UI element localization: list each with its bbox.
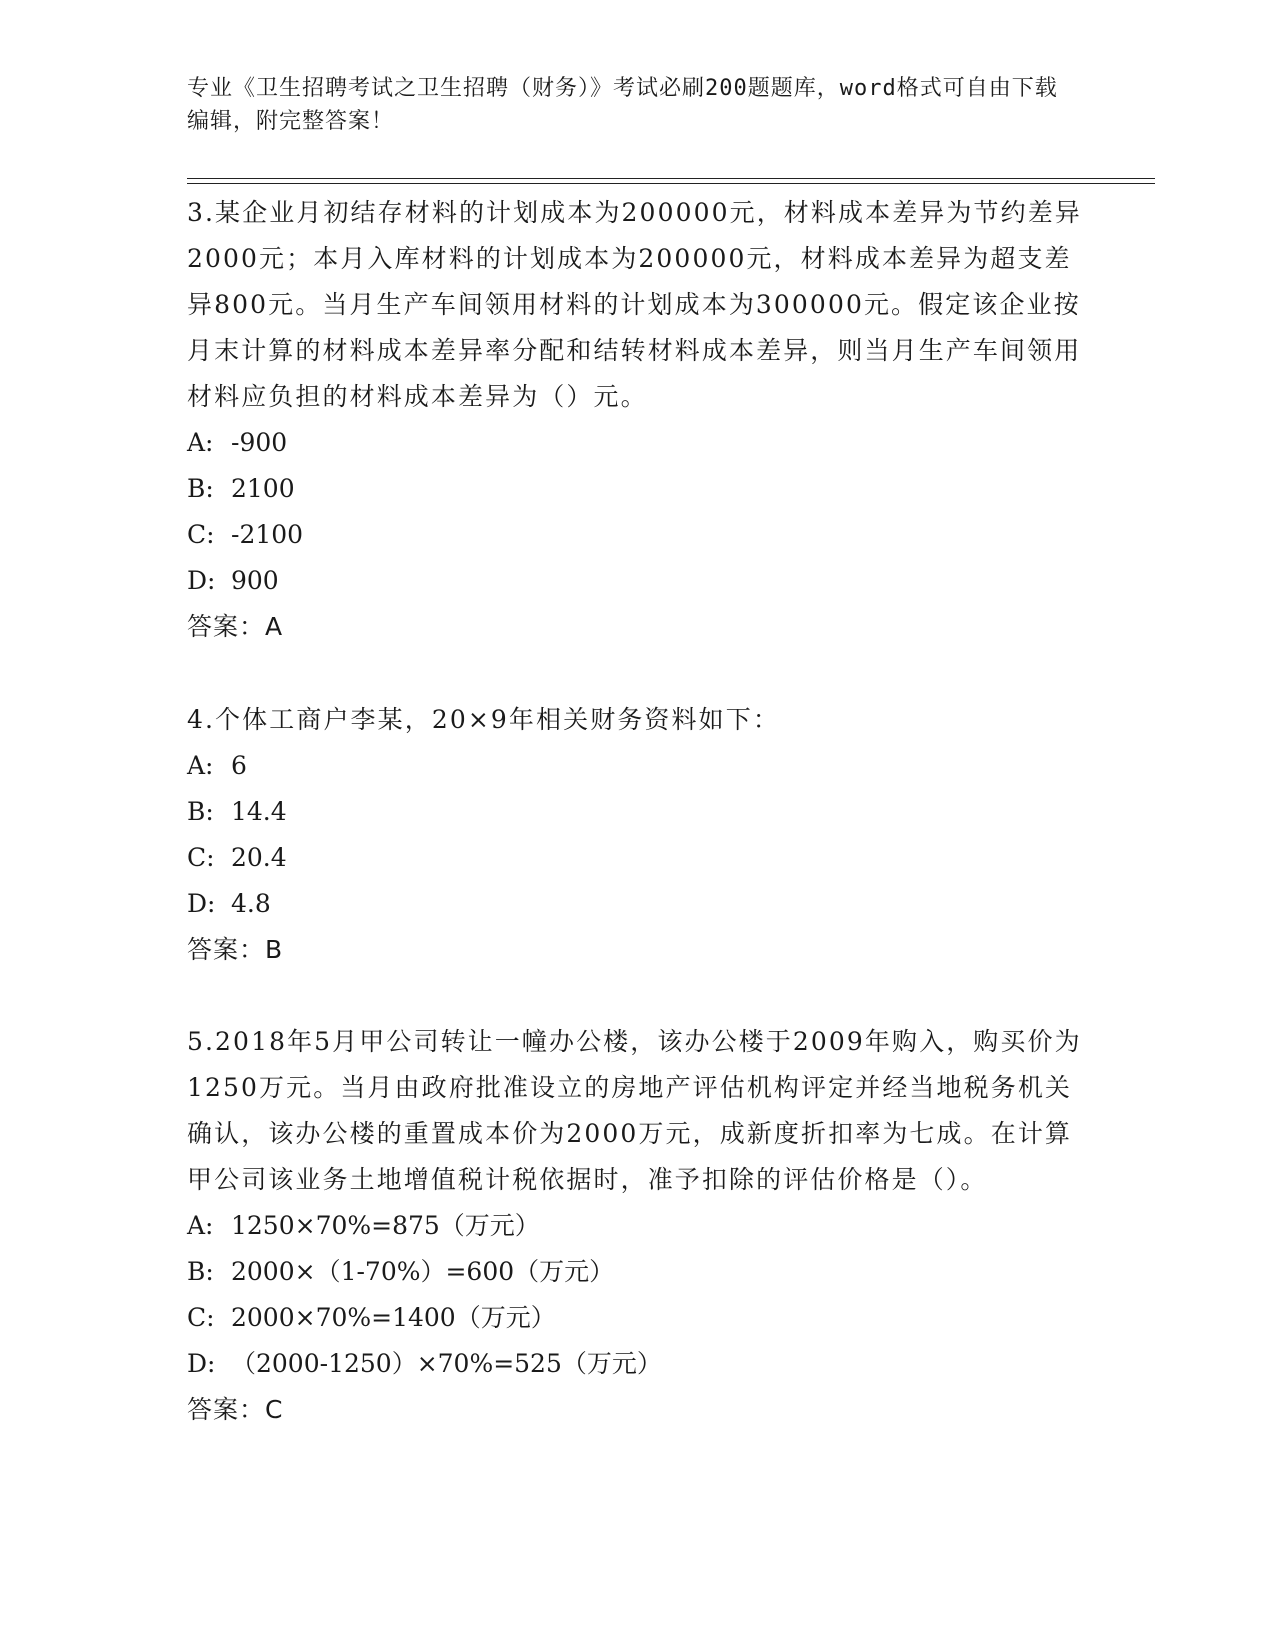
option-d — [187, 1341, 1087, 1387]
option-letter: B: — [187, 797, 214, 826]
question-stem: 5.2018年5月甲公司转让一幢办公楼，该办公楼于2009年购入，购买价为1250万元。当月由政府批准设立的房地产评估机构评定并经当地税务机关确认，该办公楼的重置成本价为2000万元，成新度折扣率为七成。在计算甲公司该业务土地增值税计税依据时，准予扣除的评估价格是（）。 — [187, 1027, 1082, 1194]
option-text: 20.4 — [231, 843, 287, 872]
header-divider-top — [187, 178, 1155, 179]
option-text: 2000×70%=1400（万元） — [231, 1303, 556, 1332]
header-divider-bottom — [187, 183, 1155, 184]
question-3 — [187, 190, 1087, 650]
option-text: 6 — [231, 751, 247, 780]
option-letter: D: — [187, 1349, 216, 1378]
option-text: 4.8 — [231, 889, 271, 918]
option-letter: D: — [187, 566, 216, 595]
option-text: -2100 — [231, 520, 304, 549]
option-letter: C: — [187, 1303, 215, 1332]
option-text: 1250×70%=875（万元） — [231, 1211, 540, 1240]
option-b — [187, 466, 1087, 512]
option-a — [187, 1203, 1087, 1249]
option-letter: A: — [187, 1211, 214, 1240]
question-stem: 4.个体工商户李某，20×9年相关财务资料如下： — [187, 705, 780, 734]
option-a — [187, 743, 1087, 789]
option-text: -900 — [231, 428, 288, 457]
option-letter: A: — [187, 428, 214, 457]
answer-label: 答案：B — [187, 935, 284, 964]
question-5 — [187, 1019, 1087, 1433]
option-text: 2000×（1-70%）=600（万元） — [231, 1257, 615, 1286]
option-b — [187, 1249, 1087, 1295]
option-c — [187, 1295, 1087, 1341]
option-b — [187, 789, 1087, 835]
document-header: 专业《卫生招聘考试之卫生招聘（财务）》考试必刷200题题库，word格式可自由下载编辑，附完整答案！ — [187, 76, 1058, 134]
answer-label: 答案：A — [187, 612, 284, 641]
option-c — [187, 512, 1087, 558]
option-letter: D: — [187, 889, 216, 918]
question-4 — [187, 697, 1087, 973]
option-d — [187, 881, 1087, 927]
question-stem: 3.某企业月初结存材料的计划成本为200000元，材料成本差异为节约差异2000元；本月入库材料的计划成本为200000元，材料成本差异为超支差异800元。当月生产车间领用材料的计划成本为300000元。假定该企业按月末计算的材料成本差异率分配和结转材料成本差异，则当月生产车间领用材料应负担的材料成本差异为（）元。 — [187, 198, 1082, 411]
answer-label: 答案：C — [187, 1395, 284, 1424]
option-text: 900 — [231, 566, 279, 595]
option-text: 14.4 — [231, 797, 287, 826]
option-letter: A: — [187, 751, 214, 780]
option-letter: B: — [187, 1257, 214, 1286]
option-letter: C: — [187, 843, 215, 872]
option-c — [187, 835, 1087, 881]
option-letter: B: — [187, 474, 214, 503]
option-d — [187, 558, 1087, 604]
option-a — [187, 420, 1087, 466]
option-text: （2000-1250）×70%=525（万元） — [231, 1349, 662, 1378]
option-letter: C: — [187, 520, 215, 549]
option-text: 2100 — [231, 474, 295, 503]
